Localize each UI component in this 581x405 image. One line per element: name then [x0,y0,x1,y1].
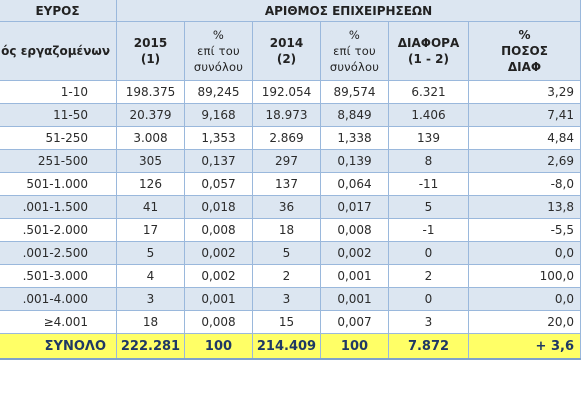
range-cell[interactable]: .001-4.000 [0,288,117,311]
pct2014-cell[interactable]: 89,574 [321,81,389,104]
pctdiff-cell[interactable]: -5,5 [469,219,581,242]
pct2014-cell[interactable]: 0,001 [321,288,389,311]
y2014-cell[interactable]: 15 [253,311,321,334]
table-row [0,196,581,219]
pct2014-cell[interactable]: 0,002 [321,242,389,265]
pctdiff-cell[interactable]: 0,0 [469,288,581,311]
y2015-cell[interactable]: 3.008 [117,127,185,150]
col-2014-header-line2: (2) [276,52,297,66]
table-row [0,219,581,242]
col-diff-header-line2: (1 - 2) [407,52,449,66]
pct2014-cell[interactable]: 0,001 [321,265,389,288]
total-label-cell[interactable]: ΣΥΝΟΛΟ [0,334,117,360]
col-2015-header[interactable] [117,22,185,81]
pctdiff-cell[interactable]: 0,0 [469,242,581,265]
pct2015-cell[interactable]: 0,002 [185,265,253,288]
y2014-cell[interactable]: 137 [253,173,321,196]
y2015-cell[interactable]: 41 [117,196,185,219]
total-pct2014-cell[interactable]: 100 [321,334,389,360]
range-subtitle-cell[interactable]: ός εργαζομένων [0,22,117,81]
col-pct2014-header-line3: συνόλου [329,60,380,74]
col-pct2015-header-line1: % [212,28,225,42]
table-row [0,173,581,196]
pctdiff-cell[interactable]: 20,0 [469,311,581,334]
col-pct2015-header-line3: συνόλου [193,60,244,74]
table-row [0,288,581,311]
range-cell[interactable]: 501-1.000 [0,173,117,196]
col-pctdiff-header-line3: ΔΙΑΦ [507,60,542,74]
total-y2015-cell[interactable]: 222.281 [117,334,185,360]
y2015-cell[interactable]: 18 [117,311,185,334]
y2014-cell[interactable]: 18.973 [253,104,321,127]
pct2015-cell[interactable]: 0,137 [185,150,253,173]
header-row-1 [0,0,581,22]
col-pctdiff-header-line2: ΠΟΣΟΣ [501,44,548,58]
total-y2014-cell[interactable]: 214.409 [253,334,321,360]
total-pct2015-cell[interactable]: 100 [185,334,253,360]
pctdiff-cell[interactable]: 3,29 [469,81,581,104]
y2015-cell[interactable]: 3 [117,288,185,311]
table-row [0,127,581,150]
diff-cell[interactable]: 3 [389,311,469,334]
total-pctdiff-cell[interactable]: + 3,6 [469,334,581,360]
y2014-cell[interactable]: 36 [253,196,321,219]
y2014-cell[interactable]: 3 [253,288,321,311]
table-row [0,104,581,127]
diff-cell[interactable]: -11 [389,173,469,196]
diff-cell[interactable]: 0 [389,242,469,265]
pctdiff-cell[interactable]: 4,84 [469,127,581,150]
pct2015-cell[interactable]: 0,002 [185,242,253,265]
diff-cell[interactable]: 1.406 [389,104,469,127]
col-2014-header[interactable] [253,22,321,81]
diff-cell[interactable]: -1 [389,219,469,242]
pct2015-cell[interactable]: 0,018 [185,196,253,219]
range-cell[interactable]: .501-2.000 [0,219,117,242]
y2015-cell[interactable]: 4 [117,265,185,288]
range-cell[interactable]: 251-500 [0,150,117,173]
range-cell[interactable]: 1-10 [0,81,117,104]
pct2014-cell[interactable]: 1,338 [321,127,389,150]
range-cell[interactable]: .501-3.000 [0,265,117,288]
pct2015-cell[interactable]: 0,001 [185,288,253,311]
col-2014-header-line1: 2014 [269,36,304,50]
col-pct2014-header[interactable] [321,22,389,81]
y2014-cell[interactable]: 297 [253,150,321,173]
col-2015-header-line2: (1) [140,52,161,66]
range-cell[interactable]: .001-1.500 [0,196,117,219]
col-pct2014-header-line1: % [348,28,361,42]
diff-cell[interactable]: 5 [389,196,469,219]
pct2014-cell[interactable]: 0,008 [321,219,389,242]
pctdiff-cell[interactable]: 13,8 [469,196,581,219]
diff-cell[interactable]: 8 [389,150,469,173]
col-pct2015-header-line2: επί του [197,44,240,58]
y2015-cell[interactable]: 305 [117,150,185,173]
pct2015-cell[interactable]: 0,057 [185,173,253,196]
pctdiff-cell[interactable]: 7,41 [469,104,581,127]
table-row [0,311,581,334]
total-row [0,334,581,360]
y2015-cell[interactable]: 17 [117,219,185,242]
pct2014-cell[interactable]: 0,017 [321,196,389,219]
pctdiff-cell[interactable]: 100,0 [469,265,581,288]
range-cell[interactable]: ≥4.001 [0,311,117,334]
table-row [0,265,581,288]
y2015-cell[interactable]: 126 [117,173,185,196]
col-pct2014-header-line2: επί του [333,44,376,58]
col-diff-header-line1: ΔΙΑΦΟΡΑ [397,36,460,50]
col-pctdiff-header[interactable] [469,22,581,81]
y2014-cell[interactable]: 5 [253,242,321,265]
col-diff-header[interactable] [389,22,469,81]
col-pct2015-header[interactable] [185,22,253,81]
diff-cell[interactable]: 2 [389,265,469,288]
range-title-cell[interactable]: ΕΥΡΟΣ [0,0,117,22]
pct2014-cell[interactable]: 8,849 [321,104,389,127]
pctdiff-cell[interactable]: -8,0 [469,173,581,196]
pct2014-cell[interactable]: 0,064 [321,173,389,196]
pct2015-cell[interactable]: 9,168 [185,104,253,127]
group-title-cell[interactable]: ΑΡΙΘΜΟΣ ΕΠΙΧΕΙΡΗΣΕΩΝ [117,0,581,22]
diff-cell[interactable]: 0 [389,288,469,311]
col-2015-header-line1: 2015 [133,36,168,50]
range-cell[interactable]: 51-250 [0,127,117,150]
pct2014-cell[interactable]: 0,007 [321,311,389,334]
diff-cell[interactable]: 6.321 [389,81,469,104]
range-cell[interactable]: 11-50 [0,104,117,127]
table-row [0,81,581,104]
y2015-cell[interactable]: 5 [117,242,185,265]
header-row-2 [0,22,581,81]
pct2015-cell[interactable]: 0,008 [185,311,253,334]
pct2014-cell[interactable]: 0,139 [321,150,389,173]
y2014-cell[interactable]: 192.054 [253,81,321,104]
table-row [0,242,581,265]
pct2015-cell[interactable]: 0,008 [185,219,253,242]
pct2015-cell[interactable]: 1,353 [185,127,253,150]
y2014-cell[interactable]: 2 [253,265,321,288]
diff-cell[interactable]: 139 [389,127,469,150]
y2014-cell[interactable]: 18 [253,219,321,242]
y2015-cell[interactable]: 198.375 [117,81,185,104]
table-row [0,150,581,173]
range-cell[interactable]: .001-2.500 [0,242,117,265]
y2015-cell[interactable]: 20.379 [117,104,185,127]
y2014-cell[interactable]: 2.869 [253,127,321,150]
col-pctdiff-header-line1: % [518,28,531,42]
pct2015-cell[interactable]: 89,245 [185,81,253,104]
pctdiff-cell[interactable]: 2,69 [469,150,581,173]
total-diff-cell[interactable]: 7.872 [389,334,469,360]
